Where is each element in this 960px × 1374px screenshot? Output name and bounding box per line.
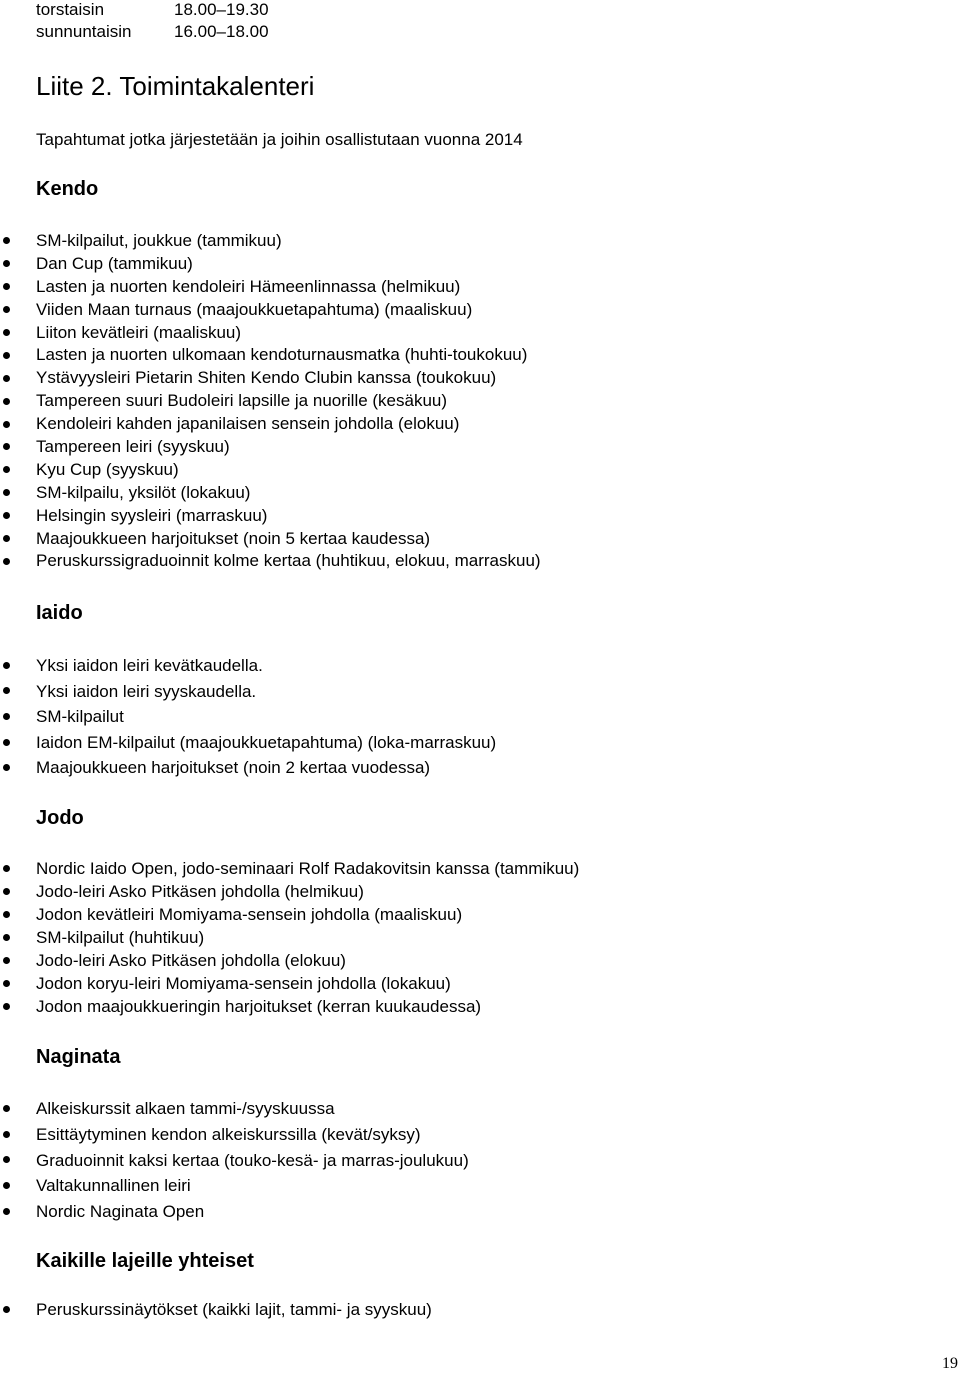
section-heading-kendo: Kendo: [36, 178, 99, 200]
list-item-text: Peruskurssigraduoinnit kolme kertaa (huhtikuu, elokuu, marraskuu): [36, 551, 541, 571]
list-item-text: Lasten ja nuorten ulkomaan kendoturnausmatka (huhti-toukokuu): [36, 345, 528, 365]
list-item-text: Valtakunnallinen leiri: [36, 1176, 191, 1196]
bullet-icon: [3, 512, 10, 519]
practice-time: 16.00–18.00: [174, 22, 269, 41]
list-item: [0, 322, 541, 345]
list-item-text: Kendoleiri kahden japanilaisen sensein johdolla (elokuu): [36, 414, 460, 434]
list-item-text: Iaidon EM-kilpailut (maajoukkuetapahtuma) (loka-marraskuu): [36, 732, 497, 752]
bullet-icon: [3, 1182, 10, 1189]
list-item: [0, 276, 541, 299]
bullet-icon: [3, 443, 10, 450]
list-item-text: Dan Cup (tammikuu): [36, 253, 193, 273]
list-item: [0, 482, 541, 505]
list-item: [0, 436, 541, 459]
bullet-icon: [3, 421, 10, 428]
list-item: [0, 995, 579, 1018]
bullet-icon: [3, 1105, 10, 1112]
bullet-icon: [3, 329, 10, 336]
bullet-icon: [3, 957, 10, 964]
practice-day: sunnuntaisin: [36, 22, 132, 41]
list-item-text: Nordic Iaido Open, jodo-seminaari Rolf Radakovitsin kanssa (tammikuu): [36, 859, 580, 878]
bullet-icon: [3, 260, 10, 267]
list-item: [0, 230, 541, 253]
bullet-icon: [3, 1208, 10, 1215]
list-item-text: Jodo-leiri Asko Pitkäsen johdolla (helmikuu): [36, 882, 364, 901]
bullet-icon: [3, 1306, 10, 1313]
list-item: [0, 459, 541, 482]
event-list-kendo: [0, 230, 541, 573]
list-item: [0, 1096, 469, 1122]
bullet-icon: [3, 375, 10, 382]
intro-text: Tapahtumat jotka järjestetään ja joihin osallistutaan vuonna 2014: [36, 130, 523, 149]
list-item: [0, 926, 579, 949]
event-list-iaido: [0, 653, 496, 781]
list-item-text: Kyu Cup (syyskuu): [36, 459, 179, 479]
bullet-icon: [3, 865, 10, 872]
bullet-icon: [3, 713, 10, 720]
list-item: [0, 755, 496, 781]
list-item-text: Jodon kevätleiri Momiyama-sensein johdolla (maaliskuu): [36, 905, 463, 924]
bullet-icon: [3, 662, 10, 669]
event-list-jodo: [0, 857, 579, 1018]
list-item: [0, 253, 541, 276]
bullet-icon: [3, 283, 10, 290]
list-item-text: Maajoukkueen harjoitukset (noin 2 kertaa vuodessa): [36, 758, 431, 778]
list-item-text: Tampereen suuri Budoleiri lapsille ja nuorille (kesäkuu): [36, 391, 448, 411]
list-item-text: Tampereen leiri (syyskuu): [36, 437, 230, 457]
list-item: [0, 949, 579, 972]
bullet-icon: [3, 1003, 10, 1010]
bullet-icon: [3, 535, 10, 542]
list-item-text: Helsingin syysleiri (marraskuu): [36, 505, 268, 525]
list-item-text: Nordic Naginata Open: [36, 1202, 205, 1222]
list-item-text: Jodo-leiri Asko Pitkäsen johdolla (elokuu): [36, 951, 346, 970]
list-item-text: Maajoukkueen harjoitukset (noin 5 kertaa kaudessa): [36, 528, 431, 548]
list-item: [0, 653, 496, 679]
page-number: 19: [942, 1355, 958, 1372]
list-item: [0, 390, 541, 413]
list-item: [0, 1199, 469, 1225]
list-item: [0, 730, 496, 756]
bullet-icon: [3, 764, 10, 771]
appendix-title: Liite 2. Toimintakalenteri: [36, 71, 315, 101]
list-item-text: Viiden Maan turnaus (maajoukkuetapahtuma) (maaliskuu): [36, 299, 473, 319]
list-item-text: Graduoinnit kaksi kertaa (touko-kesä- ja marras-joulukuu): [36, 1150, 469, 1170]
bullet-icon: [3, 398, 10, 405]
bullet-icon: [3, 352, 10, 359]
list-item-text: SM-kilpailut, joukkue (tammikuu): [36, 231, 282, 250]
bullet-icon: [3, 466, 10, 473]
list-item-text: Lasten ja nuorten kendoleiri Hämeenlinnassa (helmikuu): [36, 276, 461, 296]
bullet-icon: [3, 888, 10, 895]
event-list-naginata: [0, 1096, 469, 1225]
list-item: [0, 1173, 469, 1199]
bullet-icon: [3, 237, 10, 244]
list-item-text: Liiton kevätleiri (maaliskuu): [36, 322, 242, 342]
list-item-text: Yksi iaidon leiri kevätkaudella.: [36, 656, 263, 675]
bullet-icon: [3, 1156, 10, 1163]
bullet-icon: [3, 739, 10, 746]
list-item: [0, 972, 579, 995]
section-heading-jodo: Jodo: [36, 807, 84, 829]
list-item: [0, 1148, 469, 1174]
list-item: [0, 857, 579, 880]
list-item: [0, 1298, 432, 1322]
bullet-icon: [3, 980, 10, 987]
bullet-icon: [3, 687, 10, 694]
list-item-text: Alkeiskurssit alkaen tammi-/syyskuussa: [36, 1099, 335, 1118]
practice-day: torstaisin: [36, 0, 105, 19]
list-item: [0, 528, 541, 551]
practice-hours-row: [36, 0, 269, 20]
list-item: [0, 344, 541, 367]
bullet-icon: [3, 558, 10, 565]
list-item-text: SM-kilpailut (huhtikuu): [36, 928, 205, 947]
section-heading-common: Kaikille lajeille yhteiset: [36, 1250, 254, 1272]
list-item-text: Esittäytyminen kendon alkeiskurssilla (kevät/syksy): [36, 1124, 421, 1144]
bullet-icon: [3, 911, 10, 918]
list-item: [0, 880, 579, 903]
list-item: [0, 505, 541, 528]
list-item-text: SM-kilpailu, yksilöt (lokakuu): [36, 482, 251, 502]
list-item-text: SM-kilpailut: [36, 707, 124, 727]
list-item: [0, 903, 579, 926]
practice-time: 18.00–19.30: [174, 0, 269, 19]
event-list-common: [0, 1298, 432, 1322]
section-heading-naginata: Naginata: [36, 1046, 121, 1068]
list-item: [0, 1122, 469, 1148]
list-item-text: Peruskurssinäytökset (kaikki lajit, tammi- ja syyskuu): [36, 1300, 432, 1319]
list-item: [0, 550, 541, 573]
list-item-text: Jodon maajoukkueringin harjoitukset (kerran kuukaudessa): [36, 997, 482, 1016]
list-item-text: Yksi iaidon leiri syyskaudella.: [36, 681, 257, 701]
list-item-text: Jodon koryu-leiri Momiyama-sensein johdolla (lokakuu): [36, 974, 451, 993]
bullet-icon: [3, 306, 10, 313]
list-item: [0, 299, 541, 322]
bullet-icon: [3, 934, 10, 941]
list-item: [0, 704, 496, 730]
section-heading-iaido: Iaido: [36, 602, 83, 624]
practice-hours-row: [36, 22, 269, 42]
bullet-icon: [3, 1131, 10, 1138]
list-item: [0, 367, 541, 390]
list-item: [0, 413, 541, 436]
list-item: [0, 679, 496, 705]
bullet-icon: [3, 489, 10, 496]
list-item-text: Ystävyysleiri Pietarin Shiten Kendo Clubin kanssa (toukokuu): [36, 368, 497, 388]
